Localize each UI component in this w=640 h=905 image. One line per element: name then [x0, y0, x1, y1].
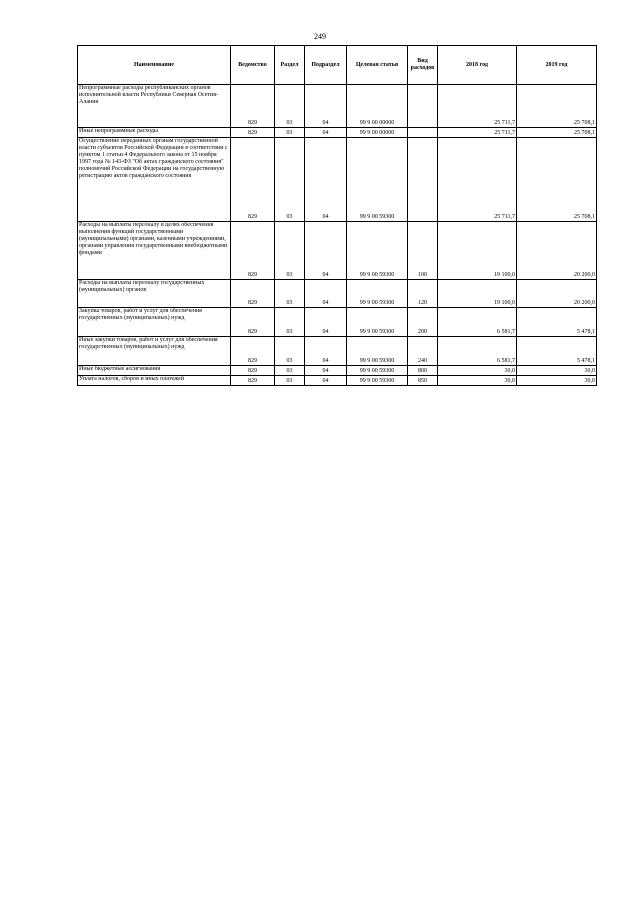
- row-section: 03: [275, 222, 305, 280]
- row-2019: 5 478,1: [517, 308, 597, 337]
- row-name: Непрограммные расходы республиканских органов исполнительной власти Республики Северная Осетия-Алания: [78, 85, 231, 128]
- table-row: [78, 222, 597, 280]
- row-department: 829: [231, 366, 275, 376]
- row-section: 03: [275, 308, 305, 337]
- row-2019: 5 478,1: [517, 337, 597, 366]
- row-target: 99 9 00 59300: [347, 280, 408, 308]
- row-2019: 25 708,1: [517, 85, 597, 128]
- row-name: Иные бюджетные ассигнования: [78, 366, 231, 376]
- row-expense-type: 800: [408, 366, 438, 376]
- row-subsection: 04: [305, 280, 347, 308]
- row-department: 829: [231, 337, 275, 366]
- row-target: 99 9 00 59300: [347, 337, 408, 366]
- row-2018: 19 100,0: [438, 222, 517, 280]
- row-expense-type: 120: [408, 280, 438, 308]
- row-department: 829: [231, 222, 275, 280]
- table-row: [78, 280, 597, 308]
- row-2019: 30,0: [517, 376, 597, 386]
- header-expense-type: Вид расходов: [408, 46, 438, 85]
- row-section: 03: [275, 128, 305, 138]
- row-2018: 6 581,7: [438, 308, 517, 337]
- row-section: 03: [275, 280, 305, 308]
- table-row: [78, 128, 597, 138]
- table-row: [78, 376, 597, 386]
- row-expense-type: 200: [408, 308, 438, 337]
- table-row: [78, 308, 597, 337]
- header-subsection: Подраздел: [305, 46, 347, 85]
- row-name: Осуществление переданных органам государственной власти субъектов Российской Федерации в соответствии с пунктом 1 статьи 4 Федерального закона от 15 ноября 1997 года № 143-ФЗ "Об актах гражданского состояния" полномочий Российской Федерации на государственную регистрацию актов гражданского состояния: [78, 138, 231, 222]
- row-department: 829: [231, 308, 275, 337]
- row-section: 03: [275, 85, 305, 128]
- header-target: Целевая статья: [347, 46, 408, 85]
- row-2018: 19 100,0: [438, 280, 517, 308]
- row-target: 99 9 00 59300: [347, 366, 408, 376]
- row-name: Расходы на выплаты персоналу государственных (муниципальных) органов: [78, 280, 231, 308]
- row-subsection: 04: [305, 376, 347, 386]
- row-2018: 30,0: [438, 376, 517, 386]
- header-2018: 2018 год: [438, 46, 517, 85]
- row-department: 829: [231, 376, 275, 386]
- row-department: 829: [231, 128, 275, 138]
- row-section: 03: [275, 337, 305, 366]
- row-target: 99 9 00 59300: [347, 138, 408, 222]
- row-2019: 20 200,0: [517, 222, 597, 280]
- row-2018: 25 711,7: [438, 85, 517, 128]
- row-name: Расходы на выплаты персоналу в целях обеспечения выполнения функций государственными (муниципальными) органами, казенными учреждениями, органами управления государственными внебюджетными фондами: [78, 222, 231, 280]
- row-subsection: 04: [305, 366, 347, 376]
- row-section: 03: [275, 376, 305, 386]
- row-subsection: 04: [305, 308, 347, 337]
- row-section: 03: [275, 138, 305, 222]
- row-expense-type: [408, 138, 438, 222]
- row-expense-type: 850: [408, 376, 438, 386]
- row-2018: 30,0: [438, 366, 517, 376]
- budget-table: [77, 45, 597, 386]
- row-department: 829: [231, 280, 275, 308]
- header-section: Раздел: [275, 46, 305, 85]
- row-2018: 6 581,7: [438, 337, 517, 366]
- header-2019: 2019 год: [517, 46, 597, 85]
- row-2019: 30,0: [517, 366, 597, 376]
- row-expense-type: 240: [408, 337, 438, 366]
- row-subsection: 04: [305, 85, 347, 128]
- header-name: Наименование: [78, 46, 231, 85]
- page-number: 249: [314, 32, 326, 41]
- row-target: 99 9 00 59300: [347, 308, 408, 337]
- row-2019: 25 708,1: [517, 138, 597, 222]
- table-row: [78, 138, 597, 222]
- row-target: 99 9 00 59300: [347, 376, 408, 386]
- row-expense-type: [408, 128, 438, 138]
- table-row: [78, 85, 597, 128]
- row-department: 829: [231, 85, 275, 128]
- row-subsection: 04: [305, 128, 347, 138]
- header-department: Ведомство: [231, 46, 275, 85]
- row-name: Иные непрограммные расходы: [78, 128, 231, 138]
- row-name: Иные закупки товаров, работ и услуг для обеспечения государственных (муниципальных) нужд: [78, 337, 231, 366]
- row-department: 829: [231, 138, 275, 222]
- row-subsection: 04: [305, 138, 347, 222]
- row-target: 99 9 00 59300: [347, 222, 408, 280]
- row-expense-type: [408, 85, 438, 128]
- row-section: 03: [275, 366, 305, 376]
- row-subsection: 04: [305, 222, 347, 280]
- row-2018: 25 711,7: [438, 138, 517, 222]
- row-name: Уплата налогов, сборов и иных платежей: [78, 376, 231, 386]
- row-2018: 25 711,7: [438, 128, 517, 138]
- row-subsection: 04: [305, 337, 347, 366]
- header-row: [78, 46, 597, 85]
- row-target: 99 9 00 00000: [347, 85, 408, 128]
- row-name: Закупка товаров, работ и услуг для обеспечения государственных (муниципальных) нужд: [78, 308, 231, 337]
- table-row: [78, 337, 597, 366]
- row-target: 99 9 00 00000: [347, 128, 408, 138]
- row-2019: 25 708,1: [517, 128, 597, 138]
- table-row: [78, 366, 597, 376]
- row-2019: 20 200,0: [517, 280, 597, 308]
- row-expense-type: 100: [408, 222, 438, 280]
